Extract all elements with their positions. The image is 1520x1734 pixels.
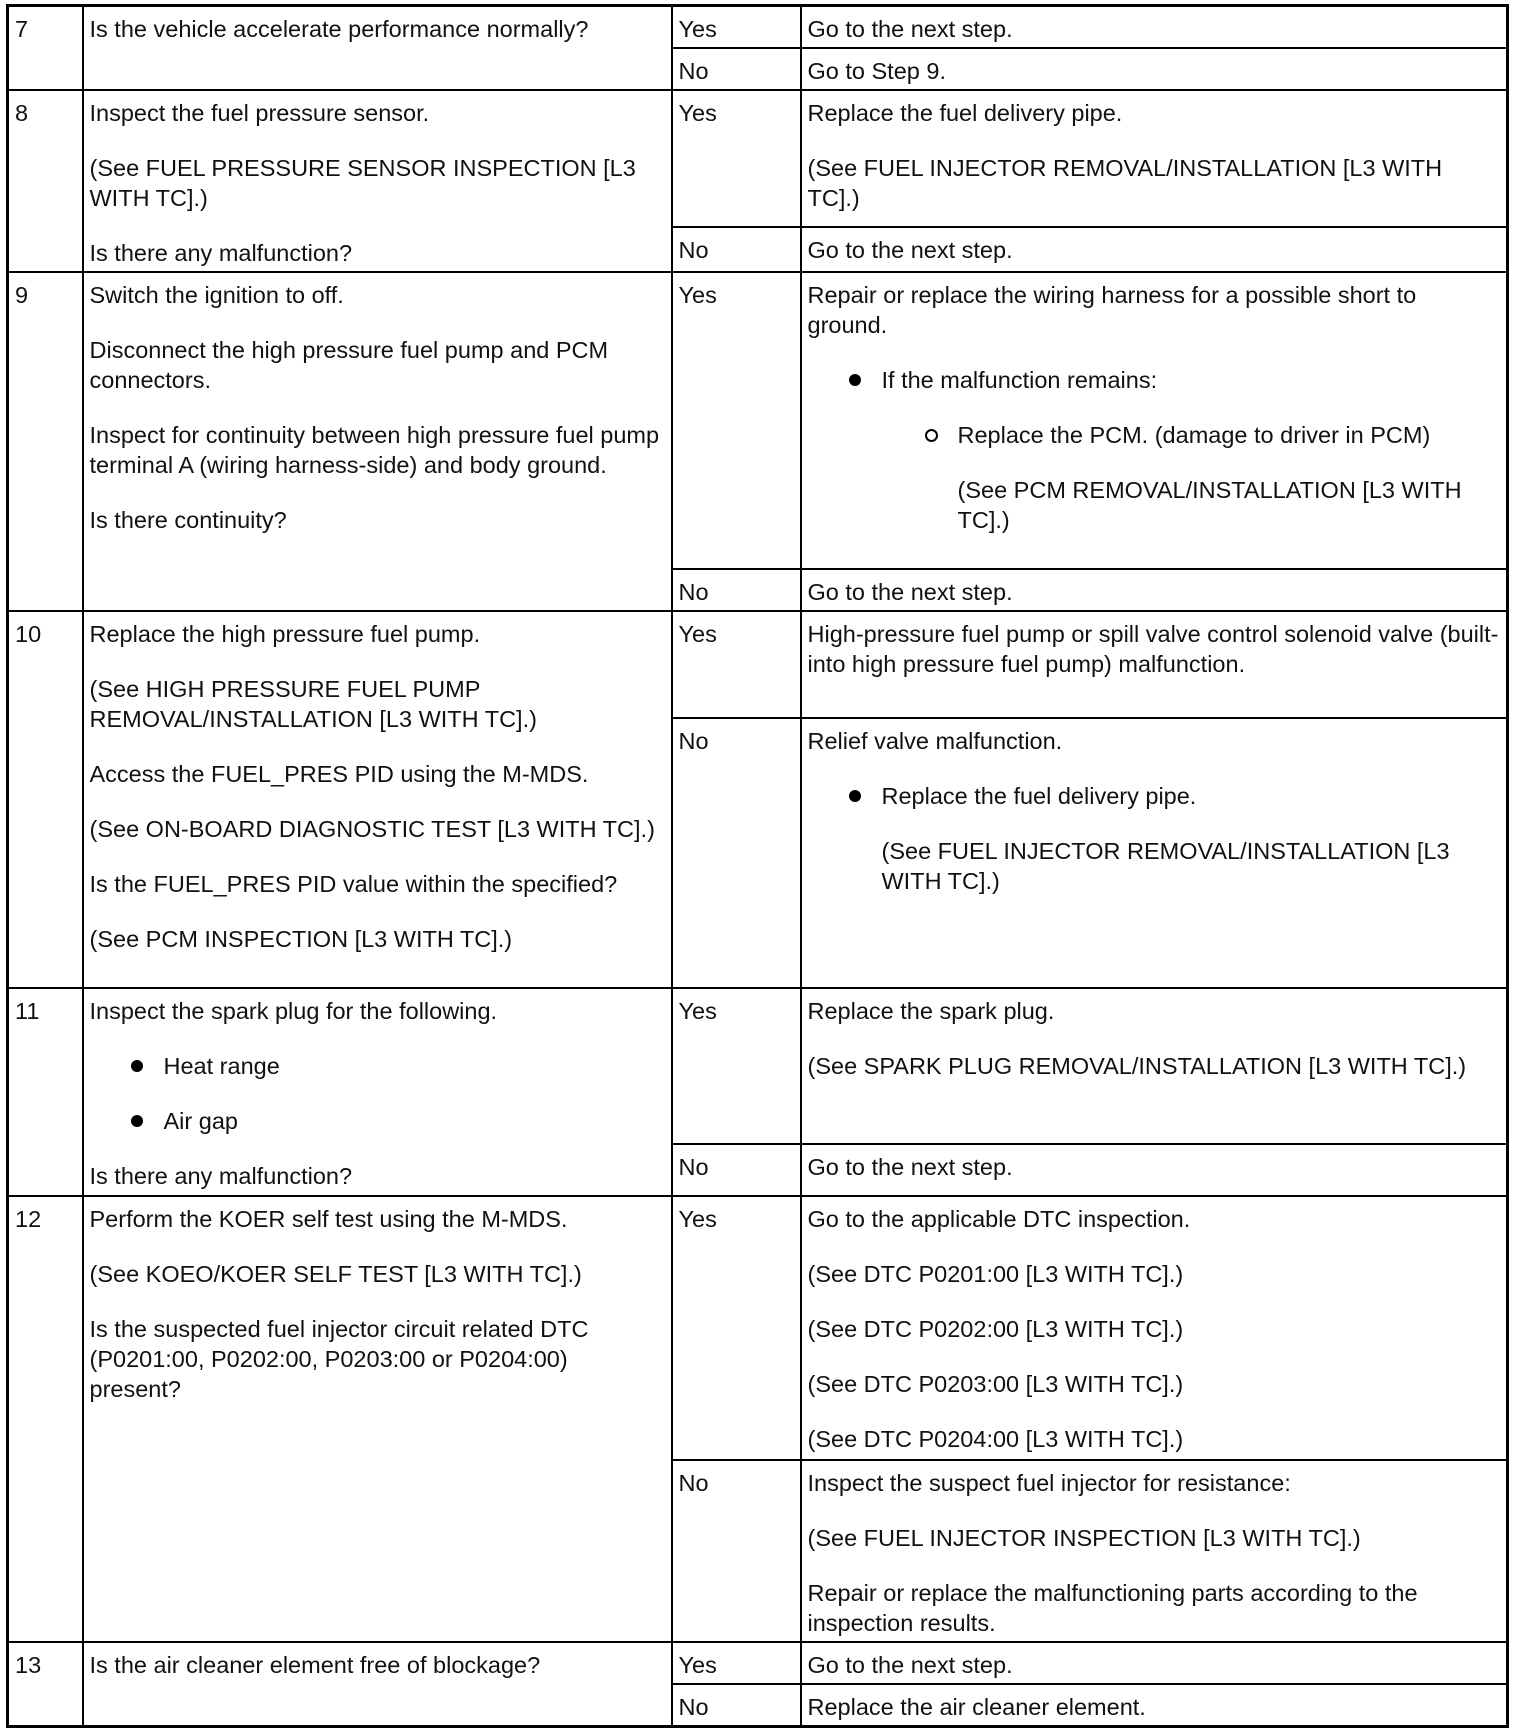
result-yes-action (801, 90, 1508, 227)
result-no-label: No (672, 1684, 801, 1727)
result-reference: (See DTC P0202:00 [L3 WITH TC].) (807, 1316, 1184, 1342)
bullet-dot-icon (849, 790, 861, 802)
bullet-list (164, 1051, 665, 1136)
result-yes-action (801, 6, 1508, 49)
result-text: Replace the fuel delivery pipe. (807, 100, 1123, 126)
bullet-list (882, 365, 1501, 395)
action-reference: (See ON-BOARD DIAGNOSTIC TEST [L3 WITH TC].) (89, 816, 655, 842)
result-text: Go to the next step. (807, 237, 1013, 263)
result-text: Relief valve malfunction. (807, 728, 1063, 754)
step-action (83, 611, 672, 988)
result-yes-action (801, 988, 1508, 1144)
list-item (882, 365, 1501, 395)
table-row (8, 90, 1508, 227)
result-text: Inspect the suspect fuel injector for resistance: (807, 1470, 1291, 1496)
result-reference: (See FUEL INJECTOR REMOVAL/INSTALLATION [L3 WITH TC].) (881, 838, 1450, 894)
result-no-action (801, 227, 1508, 272)
result-yes-label: Yes (672, 611, 801, 718)
result-text: Go to Step 9. (807, 58, 946, 84)
result-yes-label: Yes (672, 988, 801, 1144)
result-no-label: No (672, 227, 801, 272)
sub-bullet-list (958, 420, 1501, 450)
list-item (164, 1106, 665, 1136)
action-question: Is there any malfunction? (89, 240, 353, 266)
bullet-list (882, 781, 1501, 811)
result-yes-label: Yes (672, 90, 801, 227)
result-no-label: No (672, 718, 801, 988)
list-item (958, 420, 1501, 450)
step-number: 10 (8, 611, 83, 988)
result-no-action (801, 569, 1508, 611)
result-yes-action (801, 611, 1508, 718)
step-number: 7 (8, 6, 83, 91)
action-text: Inspect for continuity between high pressure fuel pump terminal A (wiring harness-side) and body ground. (89, 422, 660, 478)
result-yes-action (801, 272, 1508, 569)
bullet-dot-icon (849, 374, 861, 386)
bullet-circle-icon (925, 429, 938, 442)
result-reference: (See PCM REMOVAL/INSTALLATION [L3 WITH TC].) (957, 477, 1462, 533)
bullet-text: Air gap (163, 1108, 238, 1134)
result-no-label: No (672, 48, 801, 90)
result-text: Go to the next step. (807, 579, 1013, 605)
action-reference: (See HIGH PRESSURE FUEL PUMP REMOVAL/INSTALLATION [L3 WITH TC].) (89, 676, 537, 732)
result-reference: (See FUEL INJECTOR INSPECTION [L3 WITH TC].) (807, 1525, 1361, 1551)
result-no-action (801, 1144, 1508, 1196)
step-action (83, 90, 672, 272)
bullet-dot-icon (131, 1115, 143, 1127)
step-action (83, 6, 672, 91)
result-text: Repair or replace the malfunctioning parts according to the inspection results. (807, 1580, 1418, 1636)
result-text: Replace the air cleaner element. (807, 1694, 1146, 1720)
step-number: 9 (8, 272, 83, 611)
result-text: Go to the next step. (807, 1652, 1013, 1678)
result-yes-label: Yes (672, 272, 801, 569)
result-text: Go to the next step. (807, 1154, 1013, 1180)
step-action (83, 988, 672, 1196)
step-number: 12 (8, 1196, 83, 1642)
table-row (8, 1642, 1508, 1684)
action-question: Is the FUEL_PRES PID value within the specified? (89, 871, 618, 897)
action-question: Is there continuity? (89, 507, 287, 533)
action-text: Access the FUEL_PRES PID using the M-MDS. (89, 761, 589, 787)
result-no-action (801, 1460, 1508, 1642)
result-no-action (801, 718, 1508, 988)
bullet-dot-icon (131, 1060, 143, 1072)
result-text: Repair or replace the wiring harness for a possible short to ground. (807, 282, 1417, 338)
step-action (83, 1642, 672, 1727)
action-text: Replace the high pressure fuel pump. (89, 621, 481, 647)
action-question: Is the air cleaner element free of blockage? (89, 1652, 541, 1678)
bullet-text: Heat range (163, 1053, 280, 1079)
result-no-label: No (672, 1144, 801, 1196)
table-row (8, 6, 1508, 49)
result-no-action (801, 1684, 1508, 1727)
bullet-text: Replace the fuel delivery pipe. (881, 783, 1197, 809)
step-number: 11 (8, 988, 83, 1196)
result-yes-label: Yes (672, 6, 801, 49)
step-action (83, 1196, 672, 1642)
action-question: Is the suspected fuel injector circuit related DTC (P0201:00, P0202:00, P0203:00 or P0204:00) present? (89, 1316, 589, 1402)
result-text: High-pressure fuel pump or spill valve control solenoid valve (built-into high pressure fuel pump) malfunction. (807, 621, 1499, 677)
action-text: Inspect the fuel pressure sensor. (89, 100, 430, 126)
list-item (882, 781, 1501, 811)
result-text: Go to the applicable DTC inspection. (807, 1206, 1191, 1232)
result-no-label: No (672, 1460, 801, 1642)
action-text: Perform the KOER self test using the M-MDS. (89, 1206, 568, 1232)
step-number: 13 (8, 1642, 83, 1727)
sub-bullet-text: Replace the PCM. (damage to driver in PCM) (957, 422, 1431, 448)
action-reference: (See PCM INSPECTION [L3 WITH TC].) (89, 926, 513, 952)
table-row (8, 611, 1508, 718)
result-reference: (See DTC P0203:00 [L3 WITH TC].) (807, 1371, 1184, 1397)
result-no-label: No (672, 569, 801, 611)
result-reference: (See SPARK PLUG REMOVAL/INSTALLATION [L3 WITH TC].) (807, 1053, 1467, 1079)
result-yes-action (801, 1642, 1508, 1684)
result-reference: (See DTC P0201:00 [L3 WITH TC].) (807, 1261, 1184, 1287)
action-reference: (See FUEL PRESSURE SENSOR INSPECTION [L3 WITH TC].) (89, 155, 636, 211)
result-yes-label: Yes (672, 1642, 801, 1684)
step-number: 8 (8, 90, 83, 272)
action-question: Is there any malfunction? (89, 1163, 353, 1189)
action-text: Inspect the spark plug for the following. (89, 998, 498, 1024)
table-row (8, 1196, 1508, 1460)
bullet-text: If the malfunction remains: (881, 367, 1158, 393)
diagnostic-procedure-table (6, 4, 1509, 1728)
result-no-action (801, 48, 1508, 90)
step-action (83, 272, 672, 611)
result-yes-action (801, 1196, 1508, 1460)
table-row (8, 272, 1508, 569)
result-reference: (See DTC P0204:00 [L3 WITH TC].) (807, 1426, 1184, 1452)
action-text: Is the vehicle accelerate performance normally? (89, 16, 589, 42)
result-text: Go to the next step. (807, 16, 1013, 42)
list-item (164, 1051, 665, 1081)
result-yes-label: Yes (672, 1196, 801, 1460)
action-reference: (See KOEO/KOER SELF TEST [L3 WITH TC].) (89, 1261, 582, 1287)
action-text: Switch the ignition to off. (89, 282, 344, 308)
result-text: Replace the spark plug. (807, 998, 1055, 1024)
result-reference: (See FUEL INJECTOR REMOVAL/INSTALLATION [L3 WITH TC].) (807, 155, 1443, 211)
action-text: Disconnect the high pressure fuel pump and PCM connectors. (89, 337, 609, 393)
table-row (8, 988, 1508, 1144)
